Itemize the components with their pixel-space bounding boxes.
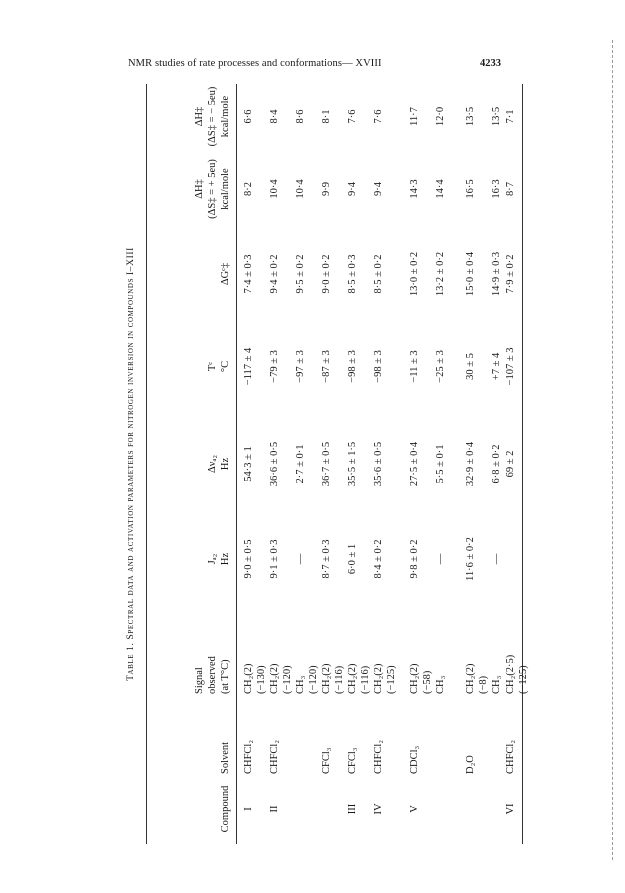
table-cell-signal	[320, 604, 346, 694]
table-cell-dh-plus: 9·4	[373, 182, 384, 196]
table-cell-j: 8·7 ± 0·3	[321, 539, 332, 579]
table-cell-dv: 54·3 ± 1	[243, 446, 254, 482]
table-cell-tc: −79 ± 3	[269, 350, 280, 383]
table-cell-tc: −98 ± 3	[347, 350, 358, 383]
table-cell-tc: −107 ± 3	[505, 347, 516, 386]
table-cell-line: CH₂(2)	[373, 663, 384, 694]
table-cell-line: (−8)	[478, 675, 489, 694]
table-cell-line: CH₂(2)	[465, 663, 476, 694]
table-cell-compound: V	[409, 805, 420, 813]
table-cell-compound: II	[269, 805, 280, 813]
table-cell-line: CH₂(2)	[321, 663, 332, 694]
table-cell-solvent: CDCl₃	[409, 745, 420, 774]
column-header-compound	[150, 774, 232, 844]
table-cell-dg: 8·5 ± 0·3	[347, 254, 358, 294]
column-header-line: observed	[207, 656, 218, 694]
table-cell-tc: +7 ± 4	[491, 352, 502, 381]
column-header-j	[150, 514, 232, 604]
table-bottom-rule	[522, 84, 523, 844]
table-cell-dg: 13·2 ± 0·2	[435, 251, 446, 297]
table-cell-line: (−116)	[334, 665, 345, 694]
table-cell-signal	[504, 604, 530, 694]
table-cell-solvent: CFCl₃	[321, 747, 332, 774]
table-cell-dv: 2·7 ± 0·1	[295, 444, 306, 484]
table-cell-solvent: CHFCl₂	[269, 739, 280, 774]
table-cell-signal	[408, 604, 434, 694]
table-cell-line: (−116)	[360, 665, 371, 694]
rotated-table-area	[118, 84, 528, 844]
table-cell-tc: −117 ± 4	[243, 347, 254, 386]
table-cell-dh-plus: 8·2	[243, 182, 254, 196]
table-cell-line: CH₃	[295, 675, 306, 694]
table-cell-dg: 9·4 ± 0·2	[269, 254, 280, 294]
column-header-line: Hz	[220, 457, 231, 471]
table-cell-dh-minus: 12·0	[435, 106, 446, 127]
table-cell-dh-plus: 8·7	[505, 182, 516, 196]
table-cell-dv: 5·5 ± 0·1	[435, 444, 446, 484]
table-cell-signal	[346, 604, 372, 694]
running-header: NMR studies of rate processes and conformations— XVIII	[128, 58, 382, 69]
column-header-line: kcal/mole	[220, 168, 231, 210]
column-header-dh-minus	[150, 84, 232, 149]
column-header-line: Solvent	[220, 741, 231, 774]
table-cell-dh-minus: 11·7	[409, 107, 420, 126]
table-cell-compound: VI	[505, 803, 516, 815]
table-cell-dh-minus: 8·1	[321, 109, 332, 124]
column-header-line: ΔH‡	[194, 179, 205, 199]
table-cell-j: —	[295, 553, 306, 565]
table-cell-line: (−58)	[422, 670, 433, 694]
table-cell-dg: 8·5 ± 0·2	[373, 254, 384, 294]
data-table	[118, 84, 528, 844]
table-header-rule	[236, 84, 237, 844]
table-cell-tc: −11 ± 3	[409, 350, 420, 383]
table-cell-dv: 69 ± 2	[505, 450, 516, 478]
table-cell-dh-plus: 14·4	[435, 179, 446, 199]
table-cell-dh-plus: 16·5	[465, 179, 476, 199]
table-cell-solvent: CFCl₃	[347, 747, 358, 774]
table-cell-solvent: D₂O	[465, 755, 476, 774]
table-cell-compound: I	[243, 807, 254, 811]
table-cell-signal	[372, 604, 398, 694]
table-cell-j: —	[491, 553, 502, 565]
column-header-line: (ΔS‡ = − 5eu)	[207, 86, 218, 147]
column-header-tc	[150, 319, 232, 414]
table-cell-dh-plus: 9·4	[347, 182, 358, 196]
table-cell-signal	[434, 604, 447, 694]
table-cell-j: 9·8 ± 0·2	[409, 539, 420, 579]
column-header-line: (ΔS‡ = + 5eu)	[207, 159, 218, 219]
table-cell-tc: −97 ± 3	[295, 350, 306, 383]
table-cell-dh-plus: 10·4	[295, 179, 306, 199]
table-cell-line: (−125)	[386, 665, 397, 694]
table-title: Table 1. Spectral data and activation parameters for nitrogen inversion in compounds I–XIII	[126, 247, 136, 681]
table-cell-dh-minus: 8·6	[295, 109, 306, 124]
column-header-line: (at T°C)	[220, 659, 231, 694]
table-cell-dh-minus: 7·6	[373, 109, 384, 124]
table-cell-signal	[294, 604, 320, 694]
column-header-signal	[150, 604, 232, 694]
table-cell-tc: 30 ± 5	[465, 353, 476, 380]
table-cell-tc: −87 ± 3	[321, 350, 332, 383]
table-cell-line: CH₂(2)	[269, 663, 280, 694]
table-cell-dg: 7·4 ± 0·3	[243, 254, 254, 294]
column-header-solvent	[150, 694, 232, 774]
table-cell-dh-minus: 7·1	[505, 109, 516, 124]
table-cell-line: (−130)	[256, 665, 267, 694]
table-cell-line: (−120)	[282, 665, 293, 694]
table-cell-j: 8·4 ± 0·2	[373, 539, 384, 579]
column-header-dh-plus	[150, 149, 232, 229]
table-cell-line: (−120)	[308, 665, 319, 694]
table-cell-dg: 14·9 ± 0·3	[491, 251, 502, 297]
table-cell-line: CH₃	[435, 675, 446, 694]
table-cell-dh-plus: 9·9	[321, 182, 332, 196]
table-cell-line: CH₂(2)	[409, 663, 420, 694]
table-cell-solvent: CHFCl₂	[243, 739, 254, 774]
table-cell-dv: 36·6 ± 0·5	[269, 441, 280, 487]
table-cell-j: 9·0 ± 0·5	[243, 539, 254, 579]
table-cell-dg: 9·5 ± 0·2	[295, 254, 306, 294]
table-cell-dh-plus: 16·3	[491, 179, 502, 199]
table-cell-line: (−125)	[518, 665, 529, 694]
table-cell-dh-plus: 14·3	[409, 179, 420, 199]
table-cell-compound: IV	[373, 803, 384, 815]
table-cell-solvent: CHFCl₂	[505, 739, 516, 774]
table-cell-tc: −98 ± 3	[373, 350, 384, 383]
column-header-line: Compound	[220, 785, 231, 833]
column-header-dv	[150, 414, 232, 514]
table-cell-dv: 36·7 ± 0·5	[321, 441, 332, 487]
column-header-line: ΔGᶜ‡	[220, 262, 231, 286]
table-cell-dv: 27·5 ± 0·4	[409, 441, 420, 487]
table-cell-dg: 9·0 ± 0·2	[321, 254, 332, 294]
table-cell-signal	[268, 604, 294, 694]
table-cell-dh-minus: 7·6	[347, 109, 358, 124]
column-header-line: Δνₐ₂	[207, 454, 218, 474]
table-cell-dh-minus: 13·5	[491, 106, 502, 127]
table-cell-signal	[490, 604, 503, 694]
table-cell-dg: 15·0 ± 0·4	[465, 251, 476, 297]
table-cell-compound: III	[347, 803, 358, 815]
table-cell-j: 9·1 ± 0·3	[269, 539, 280, 579]
table-cell-dh-minus: 13·5	[465, 106, 476, 127]
column-header-line: Hz	[220, 552, 231, 566]
table-cell-j: 6·0 ± 1	[347, 543, 358, 575]
table-cell-j: 11·6 ± 0·2	[465, 537, 476, 581]
table-cell-signal	[242, 604, 268, 694]
table-cell-line: CH₂(2·5)	[505, 654, 516, 694]
column-header-line: Signal	[194, 667, 205, 694]
table-cell-dv: 35·6 ± 0·5	[373, 441, 384, 487]
table-cell-dv: 35·5 ± 1·5	[347, 441, 358, 487]
table-cell-line: CH₂(2)	[347, 663, 358, 694]
scan-edge-line	[612, 40, 613, 860]
table-cell-dh-minus: 8·4	[269, 109, 280, 124]
table-cell-solvent: CHFCl₂	[373, 739, 384, 774]
table-top-rule	[146, 84, 147, 844]
table-cell-line: CH₃	[491, 675, 502, 694]
table-cell-dh-plus: 10·4	[269, 179, 280, 199]
table-cell-dg: 13·0 ± 0·2	[409, 251, 420, 297]
column-header-line: Jₐ₂	[207, 553, 218, 565]
table-cell-tc: −25 ± 3	[435, 350, 446, 383]
column-header-line: °C	[220, 360, 231, 373]
table-cell-dv: 6·8 ± 0·2	[491, 444, 502, 484]
page-number: 4233	[480, 58, 501, 69]
table-cell-line: CH₂(2)	[243, 663, 254, 694]
table-cell-dg: 7·9 ± 0·2	[505, 254, 516, 294]
column-header-line: ΔH‡	[194, 106, 205, 127]
column-header-dg	[150, 229, 232, 319]
column-header-line: Tᶜ	[207, 361, 218, 372]
table-cell-j: —	[435, 553, 446, 565]
table-cell-signal	[464, 604, 490, 694]
table-cell-dh-minus: 6·6	[243, 109, 254, 124]
column-header-line: kcal/mole	[220, 95, 231, 138]
table-cell-dv: 32·9 ± 0·4	[465, 441, 476, 487]
